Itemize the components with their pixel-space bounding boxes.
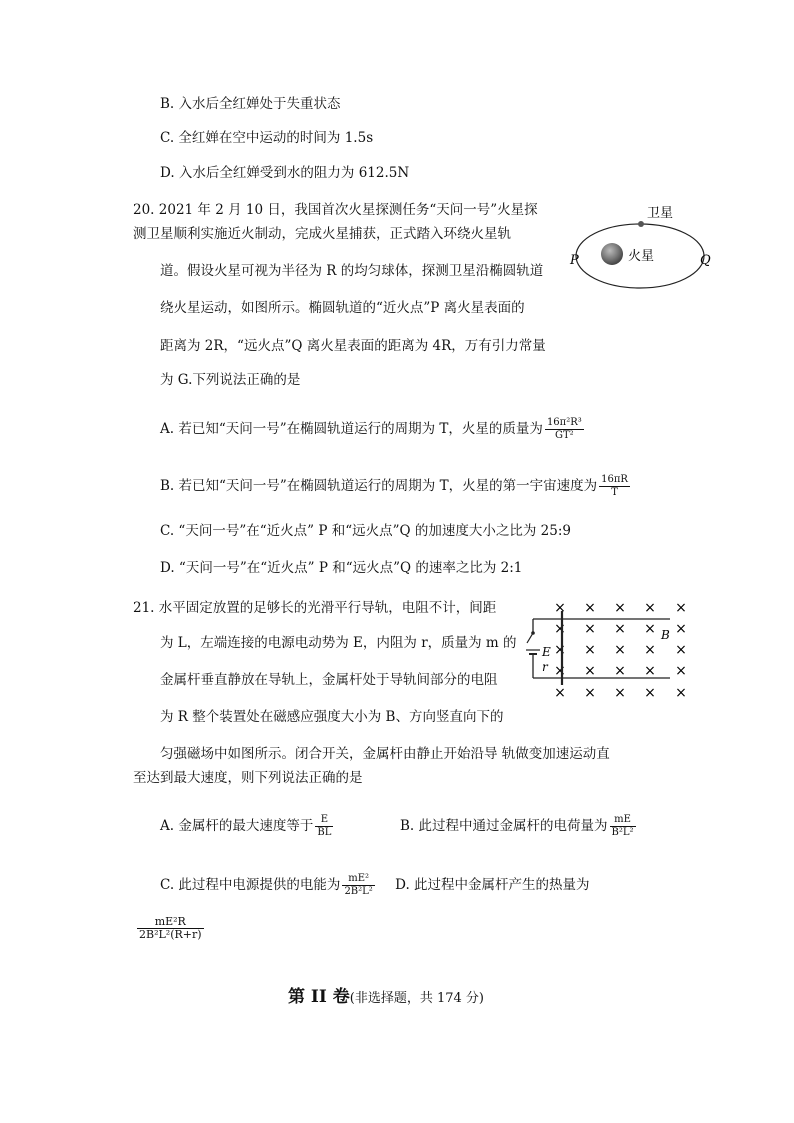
field-cross: ×: [644, 663, 656, 679]
q21-option-d-formula-line: [135, 916, 206, 941]
q20-stem-line-6: 为 G.下列说法正确的是: [160, 372, 301, 388]
q21-stem-line-1: 21. 水平固定放置的足够长的光滑平行导轨，电阻不计，间距: [133, 600, 497, 616]
field-cross: ×: [675, 621, 687, 637]
satellite-label: 卫星: [647, 206, 674, 221]
q20-option-b-text: B. 若已知“天问一号”在椭圆轨道运行的周期为 T，火星的第一宇宙速度为: [160, 478, 598, 494]
q20-option-a: [160, 417, 586, 442]
magnetic-field-crosses: [554, 600, 687, 701]
q21-stem-line-5: 匀强磁场中如图所示。闭合开关，金属杆由静止开始沿导 轨做变加速运动直: [160, 746, 610, 762]
q21-rail-figure: [510, 595, 696, 705]
field-cross: ×: [614, 642, 626, 658]
field-cross: ×: [584, 600, 596, 616]
q21-option-d-formula: [137, 916, 204, 941]
q21-stem-line-6: 至达到最大速度，则下列说法正确的是: [133, 770, 363, 786]
q21-option-c-text: C. 此过程中电源提供的电能为: [160, 877, 341, 893]
field-cross: ×: [554, 642, 566, 658]
q21-stem-line-3: 金属杆垂直静放在导轨上，金属杆处于导轨间部分的电阻: [160, 672, 498, 688]
q20-orbit-figure: [564, 200, 724, 290]
q20-option-b: [160, 474, 632, 499]
field-cross: ×: [584, 685, 596, 701]
q21-option-c-den: 2B²L²: [344, 886, 373, 897]
q20-option-b-den: T: [611, 487, 618, 498]
q21-option-a-den: BL: [317, 827, 332, 838]
field-cross: ×: [614, 663, 626, 679]
field-cross: ×: [554, 685, 566, 701]
field-cross: ×: [675, 685, 687, 701]
q21-option-b: [400, 814, 638, 839]
point-p-label: P: [570, 253, 579, 268]
q20-stem-line-3: 道。假设火星可视为半径为 R 的均匀球体，探测卫星沿椭圆轨道: [160, 263, 544, 279]
q21-option-a-num: E: [315, 814, 333, 827]
field-cross: ×: [554, 621, 566, 637]
field-cross: ×: [614, 685, 626, 701]
field-cross: ×: [584, 642, 596, 658]
q21-option-d-num: mE²R: [137, 916, 204, 929]
mars-body: [601, 243, 623, 265]
field-cross: ×: [614, 600, 626, 616]
q21-option-b-text: B. 此过程中通过金属杆的电荷量为: [400, 818, 608, 834]
q20-stem-line-5: 距离为 2R，“远火点”Q 离火星表面的距离为 4R，万有引力常量: [160, 338, 546, 354]
q20-option-a-den: GT²: [555, 430, 574, 441]
q21-option-a-text: A. 金属杆的最大速度等于: [160, 818, 314, 834]
field-b-label: B: [661, 628, 670, 642]
q21-option-d-text: D. 此过程中金属杆产生的热量为: [395, 877, 590, 893]
q20-option-a-formula: [545, 417, 584, 442]
q20-option-a-num: 16π²R³: [546, 417, 582, 428]
section-title-main: 第 II 卷: [288, 987, 350, 1007]
field-cross: ×: [554, 600, 566, 616]
q21-option-d-den: 2B²L²(R+r): [139, 928, 202, 941]
mars-label: 火星: [628, 249, 655, 264]
field-cross: ×: [675, 600, 687, 616]
q21-stem-line-2: 为 L，左端连接的电源电动势为 E，内阻为 r，质量为 m 的: [160, 635, 517, 651]
point-q-label: Q: [700, 253, 711, 268]
field-cross: ×: [675, 663, 687, 679]
q21-option-c: [160, 873, 590, 898]
q20-stem-line-4: 绕火星运动，如图所示。椭圆轨道的“近火点”P 离火星表面的: [160, 300, 525, 316]
q20-option-d: D. “天问一号”在“近火点” P 和“远火点”Q 的速率之比为 2:1: [160, 560, 523, 576]
q21-option-a-formula: [315, 814, 333, 839]
internal-resistance-label: r: [542, 660, 548, 674]
q19-option-b: B. 入水后全红婵处于失重状态: [160, 96, 341, 112]
field-cross: ×: [584, 663, 596, 679]
q19-option-c: C. 全红婵在空中运动的时间为 1.5s: [160, 130, 374, 146]
q21-stem-line-4: 为 R 整个装置处在磁感应强度大小为 B、方向竖直向下的: [160, 709, 504, 725]
field-cross: ×: [554, 663, 566, 679]
q21-option-b-formula: [610, 814, 636, 839]
field-cross: ×: [644, 621, 656, 637]
field-cross: ×: [675, 642, 687, 658]
field-cross: ×: [644, 600, 656, 616]
q21-option-a: [160, 814, 335, 839]
satellite-dot: [638, 221, 644, 227]
q19-option-d: D. 入水后全红婵受到水的阻力为 612.5N: [160, 165, 410, 181]
q21-option-c-formula: [342, 873, 374, 898]
q20-option-c: C. “天问一号”在“近火点” P 和“远火点”Q 的加速度大小之比为 25:9: [160, 523, 571, 539]
q21-option-c-num: mE²: [342, 873, 374, 886]
q20-option-b-num: 16πR: [601, 474, 628, 485]
q20-option-b-formula: [599, 474, 630, 499]
field-cross: ×: [644, 685, 656, 701]
q20-stem-line-2: 测卫星顺利实施近火制动，完成火星捕获，正式踏入环绕火星轨: [133, 226, 511, 242]
field-cross: ×: [644, 642, 656, 658]
section-title: [288, 982, 484, 1007]
field-cross: ×: [584, 621, 596, 637]
q20-stem-line-1: 20. 2021 年 2 月 10 日，我国首次火星探测任务“天问一号”火星探: [133, 202, 538, 218]
section-title-sub: (非选择题，共 174 分): [349, 991, 484, 1006]
q21-option-b-den: B²L²: [611, 827, 634, 838]
q20-option-a-text: A. 若已知“天问一号”在椭圆轨道运行的周期为 T，火星的质量为: [160, 421, 543, 437]
emf-label: E: [542, 645, 551, 659]
field-cross: ×: [614, 621, 626, 637]
q21-option-b-num: mE: [610, 814, 636, 827]
